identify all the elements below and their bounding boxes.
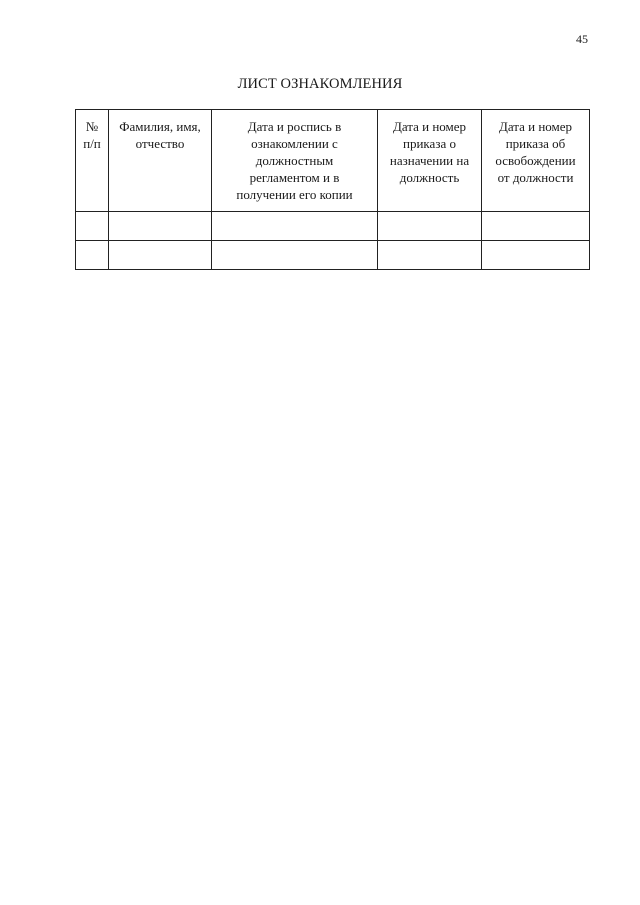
table-cell <box>482 212 590 241</box>
table-cell <box>378 212 482 241</box>
header-dismissal-order: Дата и номер приказа об освобождении от должности <box>482 110 590 212</box>
table-cell <box>109 241 212 270</box>
table-cell <box>482 241 590 270</box>
acknowledgment-table <box>75 109 590 270</box>
table-cell <box>212 212 378 241</box>
table-row <box>76 241 590 270</box>
table-cell <box>109 212 212 241</box>
table-cell <box>378 241 482 270</box>
table-cell <box>212 241 378 270</box>
document-title: ЛИСТ ОЗНАКОМЛЕНИЯ <box>237 76 403 92</box>
header-full-name: Фамилия, имя, отчество <box>109 110 212 212</box>
table-cell <box>76 212 109 241</box>
page-number: 45 <box>576 32 588 46</box>
table-row <box>76 212 590 241</box>
header-signature-date: Дата и роспись в ознакомлении с должностным регламентом и в получении его копии <box>212 110 378 212</box>
header-number: № п/п <box>76 110 109 212</box>
header-appointment-order: Дата и номер приказа о назначении на должность <box>378 110 482 212</box>
table-header-row <box>76 110 590 212</box>
table-cell <box>76 241 109 270</box>
